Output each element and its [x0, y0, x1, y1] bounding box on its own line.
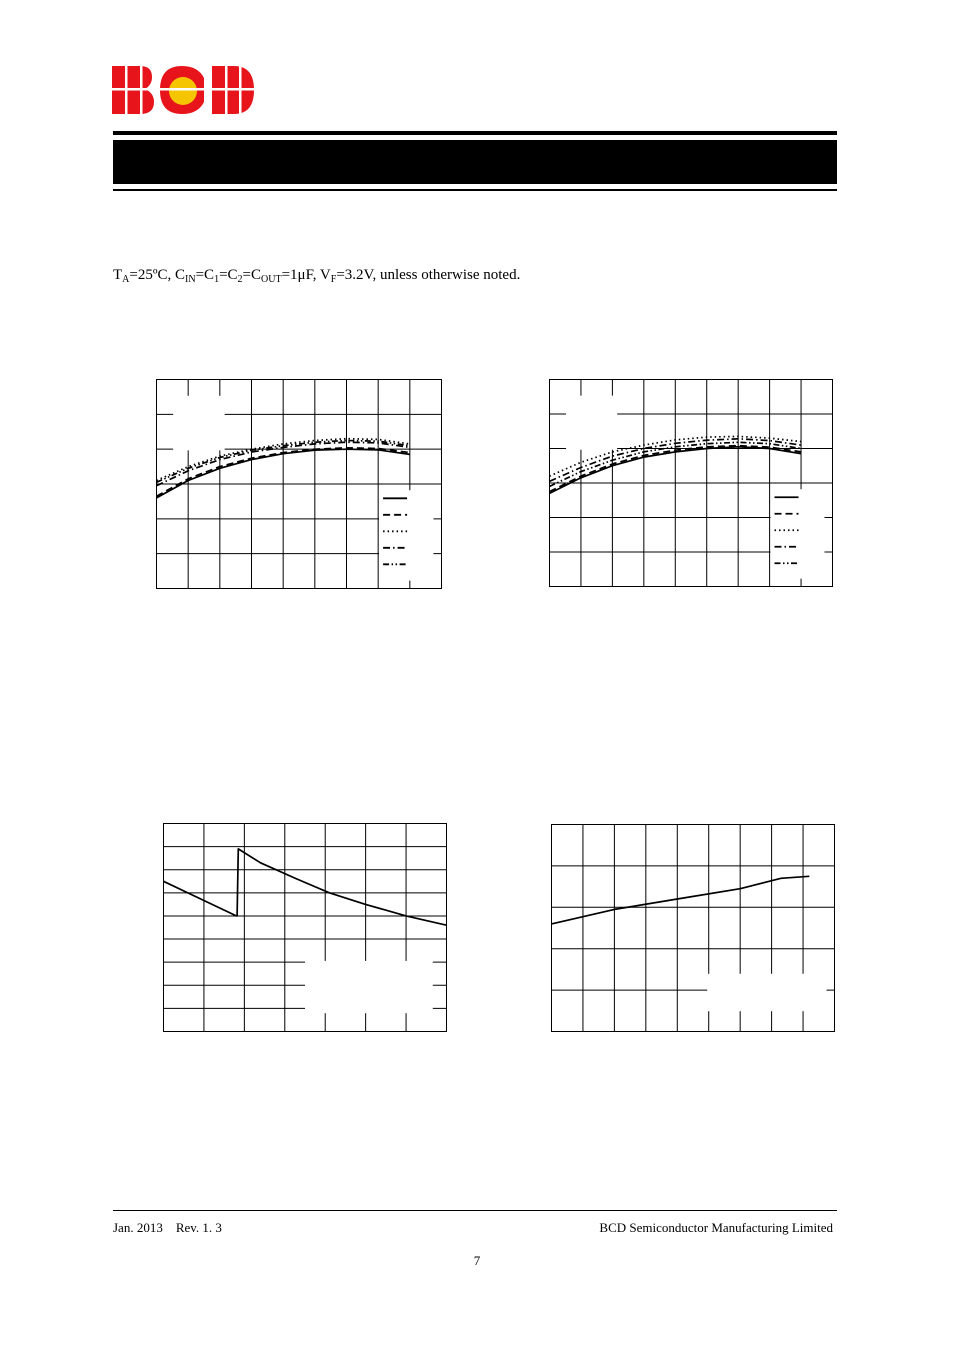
- test-conditions: $T_A=25ºC$, $C_{IN}=C_1=C_2=C_{OUT}=1\mu F$, $V_F=3.2V$, unless otherwise noted.: [113, 267, 521, 285]
- footer-date-revision: Jan. 2013 Rev. 1. 3: [113, 1220, 222, 1235]
- series-line-solid: [164, 849, 447, 925]
- series-line-solid: [552, 876, 810, 924]
- label-box: [566, 396, 617, 450]
- annotation-box: [707, 974, 826, 1011]
- legend-box: [771, 489, 825, 578]
- label-box: [173, 396, 224, 451]
- bcd-logo: [112, 66, 255, 114]
- footer-company: BCD Semiconductor Manufacturing Limited: [599, 1220, 833, 1235]
- header-rule-thin: [113, 189, 837, 191]
- annotation-box: [305, 961, 433, 1013]
- chart-top-right: [549, 379, 833, 587]
- chart-bottom-left: [163, 823, 447, 1032]
- footer-rule: [113, 1210, 837, 1211]
- page-number: 7: [473, 1253, 481, 1268]
- legend-box: [379, 490, 433, 580]
- chart-bottom-right: [551, 824, 835, 1032]
- section-title-bar: [113, 140, 837, 184]
- chart-top-left: [156, 379, 442, 589]
- header-rule: [113, 131, 837, 135]
